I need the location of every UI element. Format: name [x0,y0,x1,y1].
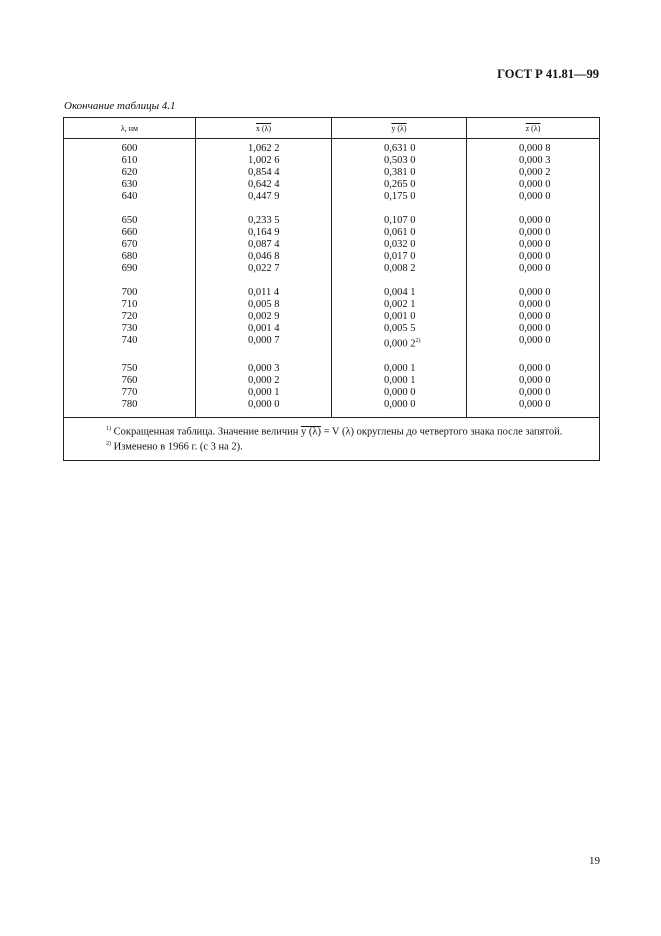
group-spacer [64,203,600,215]
spacer-cell [332,275,467,287]
cell-z: 0,000 0 [467,299,600,311]
header-x: x (λ) [196,118,332,139]
cell-z: 0,000 0 [467,363,600,375]
table-row [64,251,600,263]
footnote-2: $^{2)}$ Изменено в 1966 г. (с 3 на 2). [106,441,243,453]
cell-wavelength: 610 [64,155,196,167]
cell-wavelength: 600 [64,139,196,156]
spacer-cell [196,351,332,363]
spacer-cell [332,203,467,215]
cell-z: 0,000 0 [467,335,600,351]
cell-y: 0,000 0 [332,399,467,418]
spacer-cell [467,203,600,215]
table-row [64,363,600,375]
cell-x: 0,046 8 [196,251,332,263]
cell-x: 0,854 4 [196,167,332,179]
cell-z: 0,000 8 [467,139,600,156]
cell-x: 0,022 7 [196,263,332,275]
cell-x: 0,642 4 [196,179,332,191]
notes-cell [64,417,600,460]
footnote-mark: 2) [415,338,421,344]
header-y: y (λ) [332,118,467,139]
table-row [64,215,600,227]
page-number: 19 [589,855,600,867]
cell-z: 0,000 0 [467,191,600,203]
cell-wavelength: 730 [64,323,196,335]
cell-wavelength: 700 [64,287,196,299]
cell-z: 0,000 0 [467,399,600,418]
cell-wavelength: 630 [64,179,196,191]
cell-wavelength: 740 [64,335,196,351]
cell-wavelength: 720 [64,311,196,323]
cell-z: 0,000 2 [467,167,600,179]
cell-z: 0,000 3 [467,155,600,167]
group-spacer [64,275,600,287]
cell-y: 0,005 5 [332,323,467,335]
cell-y: 0,061 0 [332,227,467,239]
table-row [64,263,600,275]
cell-x: 0,000 2 [196,375,332,387]
table-row [64,227,600,239]
table-row [64,323,600,335]
cell-x: 0,000 7 [196,335,332,351]
cell-wavelength: 680 [64,251,196,263]
cell-y: 0,000 0 [332,387,467,399]
spacer-cell [196,275,332,287]
cell-y: 0,008 2 [332,263,467,275]
cell-z: 0,000 0 [467,215,600,227]
cell-z: 0,000 0 [467,387,600,399]
table-row [64,335,600,351]
table-row [64,399,600,418]
table-notes [64,417,600,460]
cell-y: 0,017 0 [332,251,467,263]
table-row [64,191,600,203]
cell-wavelength: 640 [64,191,196,203]
spacer-cell [467,275,600,287]
cell-x: 1,062 2 [196,139,332,156]
cell-wavelength: 670 [64,239,196,251]
cell-x: 0,233 5 [196,215,332,227]
cell-x: 0,001 4 [196,323,332,335]
cell-y: 0,032 0 [332,239,467,251]
cell-y: 0,002 1 [332,299,467,311]
cell-x: 0,447 9 [196,191,332,203]
cell-wavelength: 760 [64,375,196,387]
table-caption: Окончание таблицы 4.1 [64,100,176,112]
cell-y: 0,631 0 [332,139,467,156]
document-code: ГОСТ Р 41.81—99 [497,67,599,81]
cell-y: 0,175 0 [332,191,467,203]
table-row [64,375,600,387]
spacer-cell [64,275,196,287]
cell-z: 0,000 0 [467,227,600,239]
cell-wavelength: 660 [64,227,196,239]
cell-y: 0,000 1 [332,363,467,375]
table-row [64,239,600,251]
cell-x: 0,000 0 [196,399,332,418]
cell-x: 0,000 1 [196,387,332,399]
cell-wavelength: 650 [64,215,196,227]
cell-y: 0,004 1 [332,287,467,299]
cell-x: 0,087 4 [196,239,332,251]
cell-x: 0,011 4 [196,287,332,299]
cell-z: 0,000 0 [467,251,600,263]
cell-y: 0,265 0 [332,179,467,191]
header-z: z (λ) [467,118,600,139]
table-row [64,139,600,156]
cell-z: 0,000 0 [467,323,600,335]
cell-y: 0,107 0 [332,215,467,227]
spacer-cell [64,203,196,215]
cell-wavelength: 710 [64,299,196,311]
spacer-cell [332,351,467,363]
cell-wavelength: 780 [64,399,196,418]
cell-x: 0,164 9 [196,227,332,239]
cell-x: 1,002 6 [196,155,332,167]
cell-z: 0,000 0 [467,287,600,299]
cell-y: 0,000 1 [332,375,467,387]
header-lambda: λ, нм [64,118,196,139]
data-table [63,117,600,461]
cell-x: 0,000 3 [196,363,332,375]
cell-wavelength: 770 [64,387,196,399]
table-body [64,139,600,418]
cell-wavelength: 690 [64,263,196,275]
spacer-cell [467,351,600,363]
cell-z: 0,000 0 [467,311,600,323]
table-row [64,311,600,323]
cell-x: 0,002 9 [196,311,332,323]
table-row [64,287,600,299]
spacer-cell [196,203,332,215]
table-header [64,118,600,139]
table-row [64,299,600,311]
cell-z: 0,000 0 [467,239,600,251]
cell-z: 0,000 0 [467,179,600,191]
cell-z: 0,000 0 [467,375,600,387]
table-row [64,387,600,399]
table-row [64,155,600,167]
group-spacer [64,351,600,363]
cell-x: 0,005 8 [196,299,332,311]
cell-z: 0,000 0 [467,263,600,275]
table-row [64,167,600,179]
cell-wavelength: 620 [64,167,196,179]
cell-y: 0,000 2$^{2)}$ [332,335,467,351]
cell-wavelength: 750 [64,363,196,375]
table-row [64,179,600,191]
cell-y: 0,503 0 [332,155,467,167]
spacer-cell [64,351,196,363]
cell-y: 0,381 0 [332,167,467,179]
footnote-1: $^{1)}$ Сокращенная таблица. Значение величин y (λ) = V (λ) округлены до четвертого знака после запятой. [106,425,563,437]
cell-y: 0,001 0 [332,311,467,323]
